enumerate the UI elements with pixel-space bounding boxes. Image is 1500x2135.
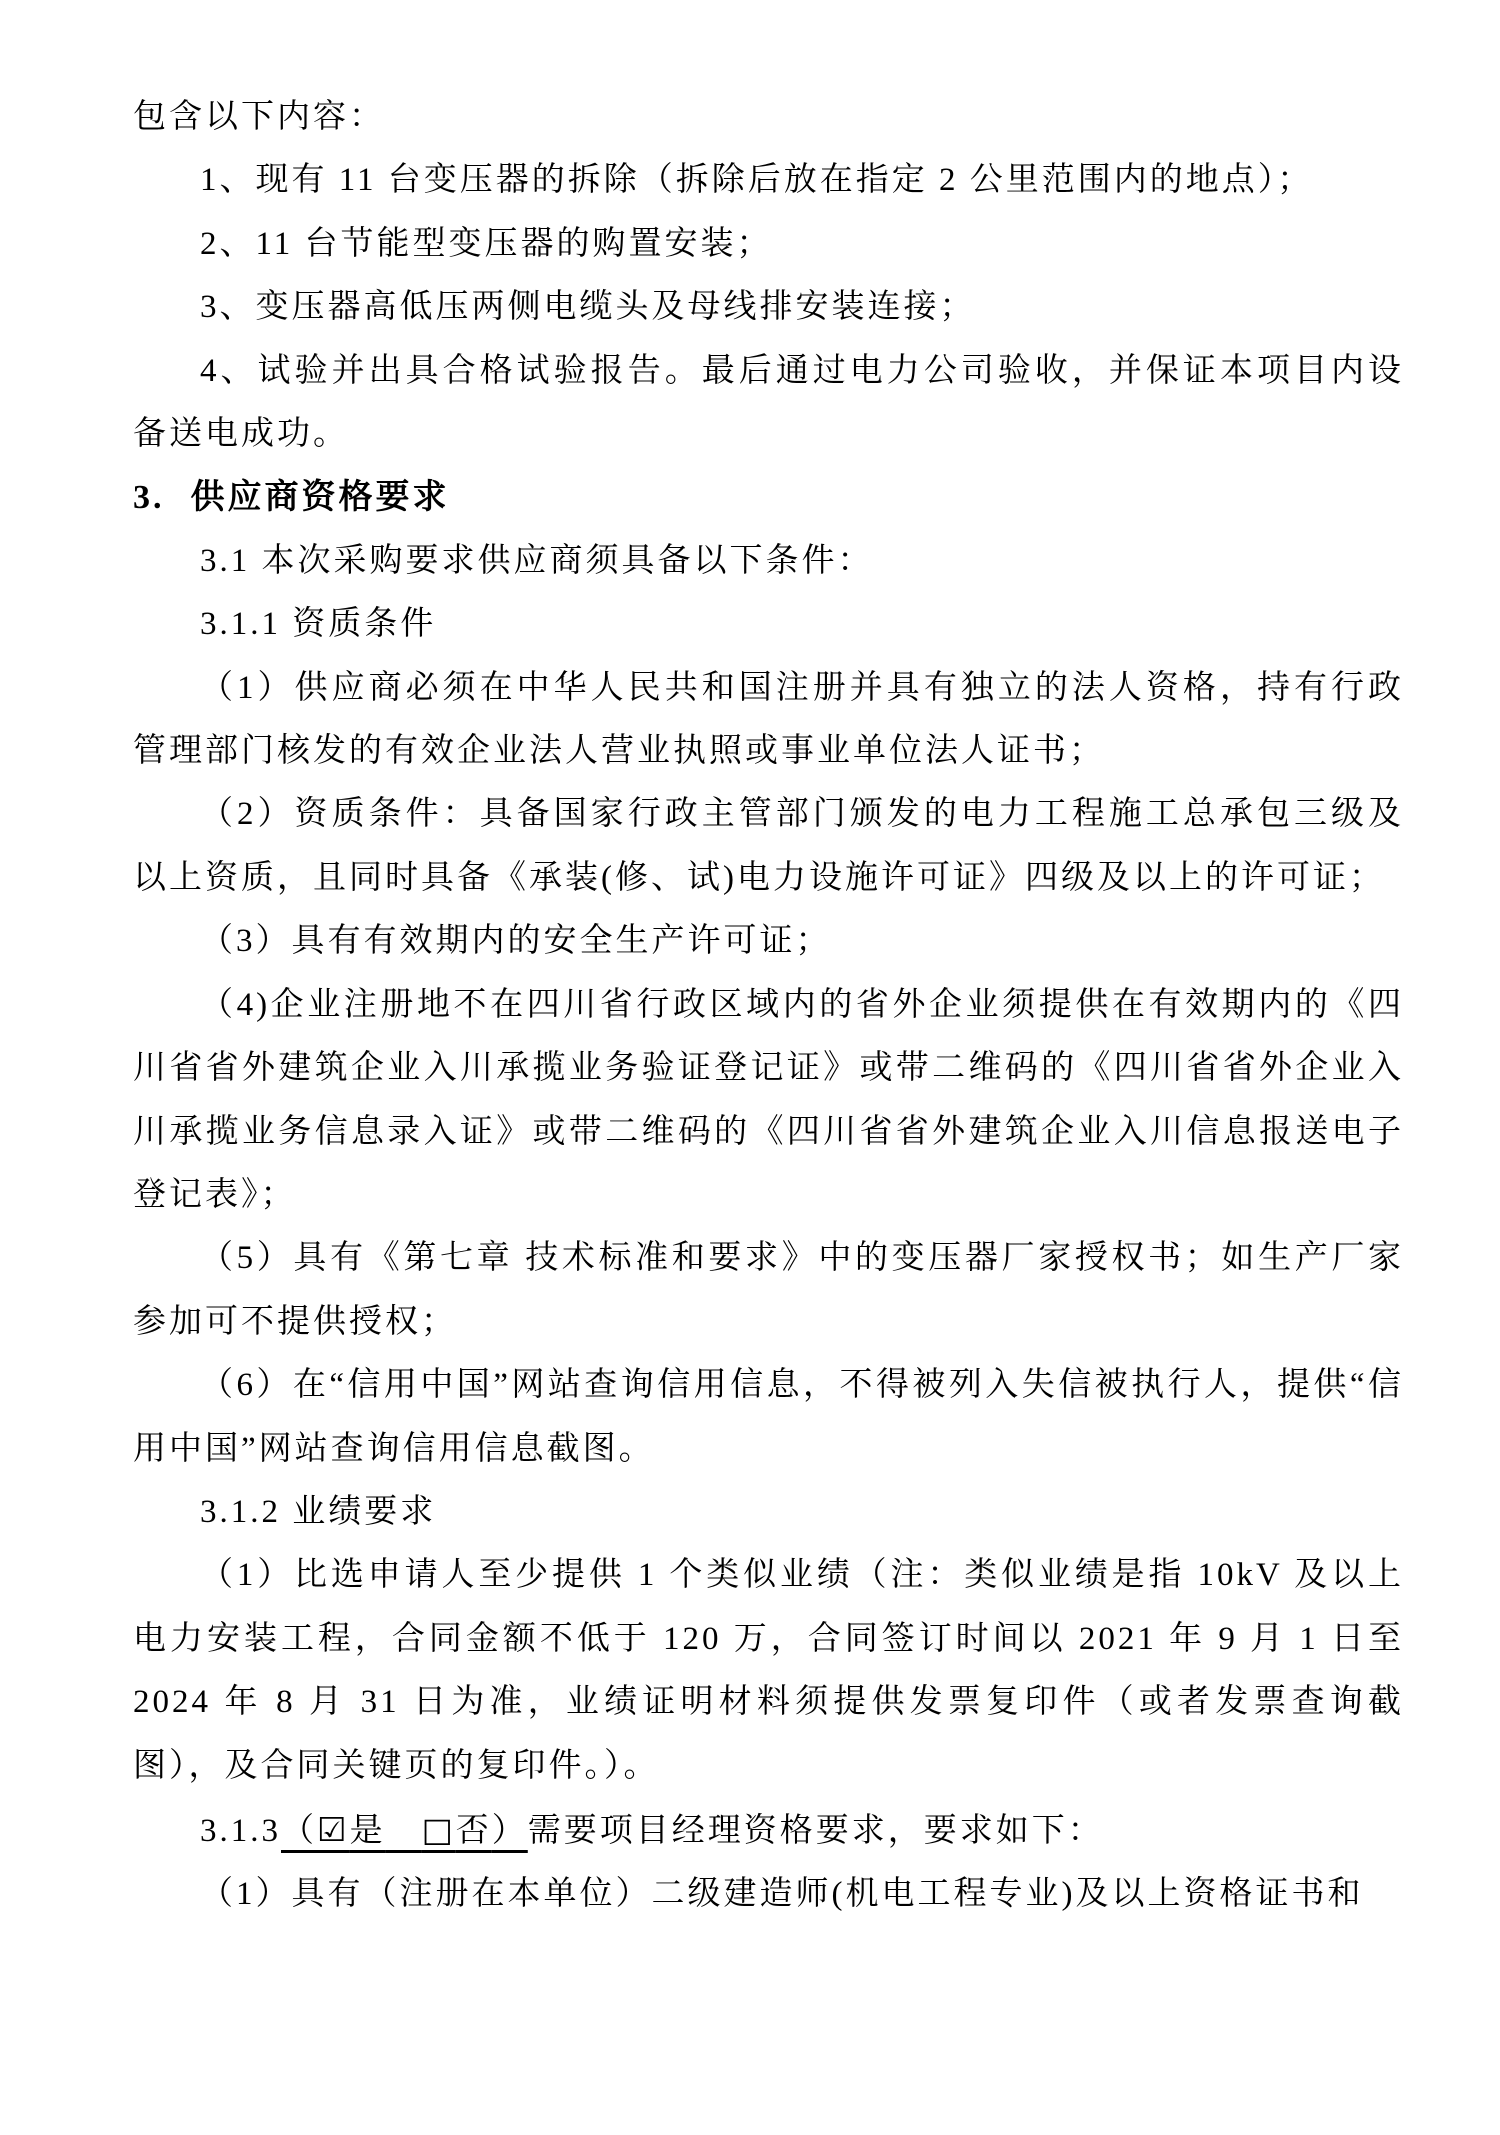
yes-no-separator	[386, 1813, 422, 1849]
clause-3-1-3-number: 3.1.3	[200, 1812, 281, 1849]
open-paren: （	[281, 1812, 317, 1849]
scope-item-2: 2、11 台节能型变压器的购置安装；	[200, 225, 773, 262]
qualification-item-2: （2）资质条件：具备国家行政主管部门颁发的电力工程施工总承包三级及以上资质，且同时具备《承装(修、试)电力设施许可证》四级及以上的许可证；	[133, 796, 1404, 896]
performance-item-1: （1）比选申请人至少提供 1 个类似业绩（注：类似业绩是指 10kV 及以上电力安装工程，合同金额不低于 120 万，合同签订时间以 2021 年 9 月 1 日至 2024 年 8 月 31 日为准，业绩证明材料须提供发票复印件（或者发票查询截图），及合同关键页的复印件。）。	[133, 1557, 1404, 1784]
section-3-title: 供应商资格要求	[190, 479, 450, 517]
qualification-item-5: （5）具有《第七章 技术标准和要求》中的变压器厂家授权书；如生产厂家参加可不提供授权；	[133, 1240, 1404, 1340]
clause-3-1-3-text: 需要项目经理资格要求，要求如下：	[527, 1812, 1104, 1849]
section-3-heading	[133, 466, 1404, 529]
scope-item-4: 4、试验并出具合格试验报告。最后通过电力公司验收，并保证本项目内设备送电成功。	[133, 352, 1404, 453]
qualification-item-1: （1）供应商必须在中华人民共和国注册并具有独立的法人资格，持有行政管理部门核发的有效企业法人营业执照或事业单位法人证书；	[133, 669, 1404, 770]
pm-requirement-item-1: （1）具有（注册在本单位）二级建造师(机电工程专业)及以上资格证书和	[200, 1876, 1364, 1913]
clause-3-1-1-title: 3.1.1 资质条件	[200, 606, 437, 643]
clause-3-1-2-title: 3.1.2 业绩要求	[200, 1493, 437, 1530]
qualification-item-3: （3）具有有效期内的安全生产许可证；	[200, 923, 832, 960]
intro-paragraph: 包含以下内容：	[133, 99, 385, 135]
clause-3-1-3	[133, 1798, 1404, 1863]
yes-label: 是	[349, 1812, 386, 1849]
close-paren: ）	[491, 1812, 528, 1849]
qualification-item-4: （4)企业注册地不在四川省行政区域内的省外企业须提供在有效期内的《四川省省外建筑企业入川承揽业务验证登记证》或带二维码的《四川省省外企业入川承揽业务信息录入证》或带二维码的《四川省省外建筑企业入川信息报送电子登记表》；	[133, 986, 1404, 1213]
checkbox-checked-icon: ☑	[317, 1809, 350, 1849]
no-label: 否	[455, 1812, 492, 1849]
scope-item-1: 1、现有 11 台变压器的拆除（拆除后放在指定 2 公里范围内的地点）；	[200, 162, 1314, 199]
qualification-item-6: （6）在“信用中国”网站查询信用信息，不得被列入失信被执行人，提供“信用中国”网站查询信用信息截图。	[133, 1367, 1404, 1467]
checkbox-unchecked-icon: □	[421, 1809, 456, 1849]
scope-item-3: 3、变压器高低压两侧电缆头及母线排安装连接；	[200, 289, 976, 326]
section-3-number: 3.	[133, 479, 165, 517]
yes-no-selection	[281, 1809, 528, 1849]
clause-3-1: 3.1 本次采购要求供应商须具备以下条件：	[200, 542, 874, 579]
